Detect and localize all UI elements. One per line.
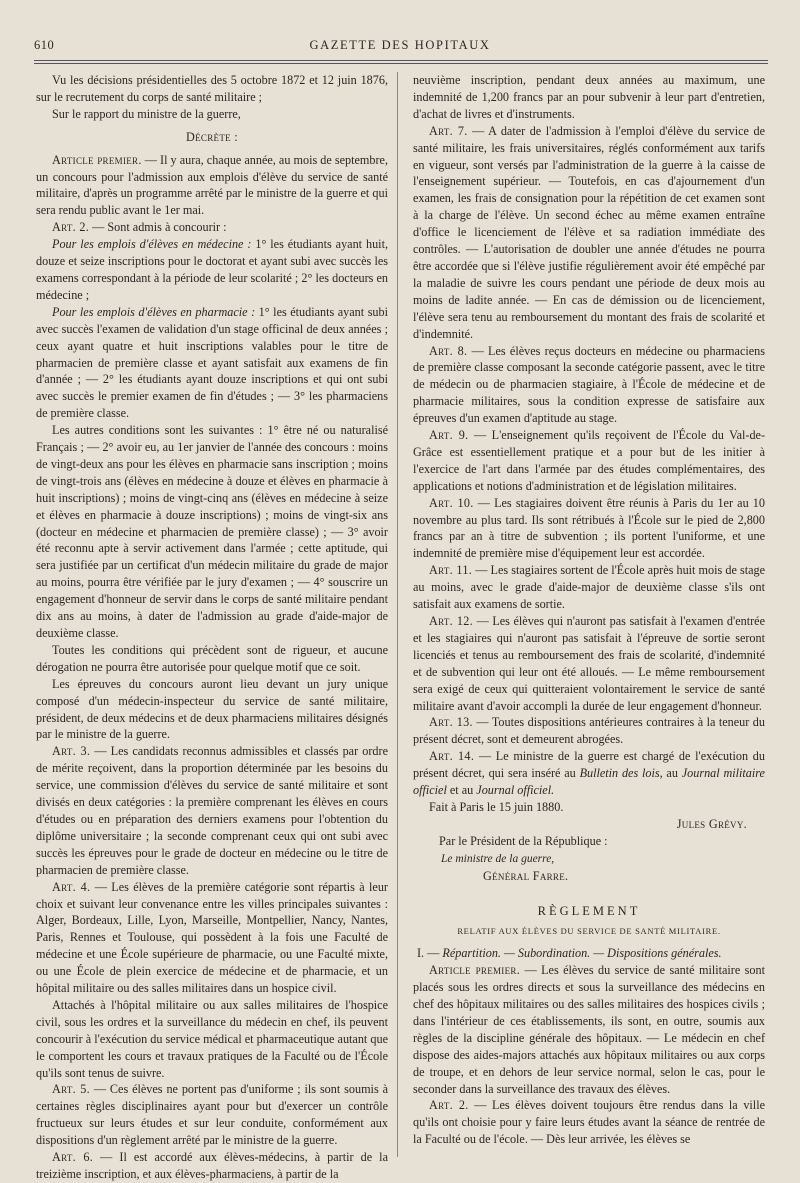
article-label: Art. 12. xyxy=(429,614,474,628)
header-rule xyxy=(34,60,768,61)
section-title: Répartition. — Subordination. — Dispositions générales. xyxy=(442,946,722,961)
header-rule-double xyxy=(34,63,768,64)
paragraph-continuation: neuvième inscription, pendant deux années au maximum, une indemnité de 1,200 francs par an pour subvenir à leur part d'entretien, d'achat de livres et d'instruments. xyxy=(413,73,765,121)
article-label: Art. 13. xyxy=(429,715,473,730)
article-label: Art. 9. xyxy=(429,428,469,443)
article-label: Art. 2. xyxy=(52,220,90,235)
paragraph-rigueur: Toutes les conditions qui précèdent sont de rigueur, et aucune dérogation ne pourra être autorisée pour quelque motif que ce soit. xyxy=(36,642,388,674)
ministre-text: Le ministre de la guerre, xyxy=(441,852,555,865)
article-label: Art. 6. xyxy=(52,1150,94,1165)
article-14 xyxy=(413,748,765,799)
article-7 xyxy=(413,123,765,343)
article-label: Article premier. xyxy=(429,963,521,978)
publication-name: Journal officiel. xyxy=(476,783,555,798)
section-number: I. — xyxy=(417,946,443,961)
paragraph-vu: Vu les décisions présidentielles des 5 octobre 1872 et 12 juin 1876, sur le recrutement du corps de santé militaire ; xyxy=(36,73,388,104)
paragraph-fait: Fait à Paris le 15 juin 1880. xyxy=(429,799,564,814)
paragraph-medecine xyxy=(36,236,388,304)
right-column xyxy=(413,72,765,1148)
italic-label: Pour les emplois d'élèves en pharmacie : xyxy=(52,304,256,319)
italic-label: Pour les emplois d'élèves en médecine : xyxy=(52,237,252,252)
column-divider xyxy=(397,72,398,1157)
article-10 xyxy=(413,495,765,563)
article-text: — Les élèves qui n'auront pas satisfait à l'examen d'entrée et les stagiaires qui n'auront pas satisfait à l'épreuve de sortie seront licenciés et tenus au remboursement des frais de scolarité, d'indemnité et de subvention qui leur ont été alloués. — Le même remboursement sera exigé de ceux qui quitteraient volontairement le service de santé militaire avant d'avoir accompli la durée de leur engagement d'honneur. xyxy=(413,614,765,713)
reglement-article-1 xyxy=(413,962,765,1097)
article-text: et au xyxy=(446,783,477,798)
article-text: — Les élèves de la première catégorie sont répartis à leur choix et suivant leur convenance entre les villes principales suivantes : Alger, Bordeaux, Lille, Lyon, Marseille, Montpellier, Nancy, Nantes, Paris, Rennes et Toulouse, qui possèdent à la fois une Faculté de médecine et une École supérieure de pharmacie, ou une Faculté mixte, ou une École de plein exercice de médecine et de pharmacie, et un hôpital militaire ou des salles militaires dans un hospice civil. xyxy=(36,879,388,996)
article-label: Art. 7. xyxy=(429,123,468,138)
article-text: — Les stagiaires doivent être réunis à Paris du 1er au 10 novembre au plus tard. Ils sont rétribués à l'École sur le pied de 2,800 francs par an à titre de subvention ; ils portent l'uniforme, et une indemnité de première mise d'équipement leur est accordée. xyxy=(413,495,765,561)
article-text: — Ces élèves ne portent pas d'uniforme ; ils sont soumis à certaines règles disciplinaires ayant pour but d'exercer un contrôle fructueux sur leurs études et sur leur conduite, conformément aux dispositions d'un règlement arrêté par le ministre de la guerre. xyxy=(36,1082,388,1148)
paragraph-text: 1° les étudiants ayant subi avec succès l'examen de validation d'un stage officinal de deux années ; ceux ayant quatre et huit inscriptions valables pour le titre de pharmacien de première classe et ayant satisfait aux examens de fin d'année ; — 2° les étudiants ayant douze inscriptions et qui ont subi avec succès le premier examen de fin d'études ; — 3° les pharmaciens de première classe. xyxy=(36,304,389,421)
article-text: — Il est accordé aux élèves-médecins, à partir de la treizième inscription, et aux élèves-pharmaciens, à partir de la xyxy=(36,1150,388,1181)
article-text: — Toutes dispositions antérieures contraires à la teneur du présent décret, sont et demeurent abrogées. xyxy=(413,715,765,747)
article-text: — L'enseignement qu'ils reçoivent de l'École du Val-de-Grâce est essentiellement pratique et a pour but de les initier à l'exercice de l'art dans l'armée par des études complémentaires, des applications et notions d'administration et de législation militaires. xyxy=(413,428,766,493)
publication-name: Journal militaire officiel xyxy=(413,766,765,798)
decrete-heading: Décrète : xyxy=(186,129,238,144)
article-3 xyxy=(36,743,388,878)
article-text: — Les élèves doivent toujours être rendus dans la ville qu'ils ont choisie pour y faire leurs études avant la séance de rentrée de la Faculté ou de l'école. — Dès leur arrivée, les élèves se xyxy=(413,1098,765,1147)
page-header xyxy=(0,36,800,58)
article-text: — Sont admis à concourir : xyxy=(89,220,227,235)
section-heading xyxy=(413,945,765,962)
article-label: Art. 10. xyxy=(429,495,474,510)
article-text: — Il y aura, chaque année, au mois de septembre, un concours pour l'admission aux emplois d'élève du service de santé militaire, d'après un programme arrêté par le ministre de la guerre et qui sera rendu public avant le 1er mai. xyxy=(36,152,388,218)
article-text: — Les candidats reconnus admissibles et classés par ordre de mérite reçoivent, dans la proportion déterminée par les besoins du service, une commission d'élèves du service de santé militaire et sont divisés en deux catégories : la première comprenant les élèves en cours d'études ou en préparation des derniers examens pour l'obtention du diplôme universitaire ; la seconde comprenant ceux qui ont subi avec succès les épreuves pour le grade de docteur en médecine ou le titre de pharmacien de première classe. xyxy=(36,744,388,877)
article-2 xyxy=(36,219,388,236)
article-label: Art. 8. xyxy=(429,343,468,358)
reglement-article-2 xyxy=(413,1097,765,1148)
paragraph-rapport: Sur le rapport du ministre de la guerre, xyxy=(52,106,241,121)
article-label: Art. 14. xyxy=(429,749,475,764)
paragraph-par-le-president: Par le Président de la République : xyxy=(439,833,608,848)
article-11 xyxy=(413,562,765,613)
article-text: — Les élèves du service de santé militaire sont placés sous les ordres directs et sous la surveillance des médecins en chef des hôpitaux militaires ou des salles militaires des hospices civils ; dans l'intérieur de ces établissements, ils sont, en outre, soumis aux règles de la discipline générale des hôpitaux. — Le médecin en chef dispose des aides-majors attachés aux hôpitaux militaires ou aux corps de troupe, et en dehors de leur service normal, selon le cas, pour le seconder dans la surveillance des travaux des élèves. xyxy=(413,963,765,1096)
article-9 xyxy=(413,427,765,495)
article-label: Article premier. xyxy=(52,152,142,167)
page-number: 610 xyxy=(34,38,55,52)
article-8 xyxy=(413,343,765,428)
article-1 xyxy=(36,152,388,220)
article-text: — Les élèves reçus docteurs en médecine ou pharmaciens de première classe composant la seconde catégorie passent, avec le titre de médecin ou de pharmacien stagiaire, à l'École de médecine et de pharmacie militaires, sous la condition expresse de satisfaire aux épreuves d'un examen d'aptitude au stage. xyxy=(413,343,765,426)
article-label: Art. 5. xyxy=(52,1082,90,1097)
article-4 xyxy=(36,879,388,997)
journal-title: GAZETTE DES HOPITAUX xyxy=(309,38,491,52)
reglement-title: RÈGLEMENT xyxy=(537,903,641,918)
article-text: — Les stagiaires sortent de l'École après huit mois de stage au moins, avec le grade d'aide-major de deuxième classe s'ils ont satisfait aux examens de sortie. xyxy=(413,563,765,612)
left-column xyxy=(36,72,388,1183)
paragraph-conditions: Les autres conditions sont les suivantes : 1° être né ou naturalisé Français ; — 2° avoir eu, au 1er janvier de l'année des concours : moins de vingt-deux ans pour les élèves en pharmacie sans inscription ; moins de vingt-trois ans (élèves en médecine à douze et élèves en pharmacie à huit inscriptions) ; moins de vingt-cinq ans (élèves en médecine à seize et élèves en pharmacie à douze inscriptions) ; moins de vingt-six ans (docteur en médecine et pharmacien de première classe) ; — 3° avoir été reconnu apte à servir activement dans l'armée ; cette aptitude, qui sera justifiée par un certificat d'un médecin militaire du grade de major au moins, pourra être vérifiée par le jury d'examen ; — 4° souscrire un engagement d'honneur de servir dans le corps de santé militaire pendant dix ans au moins, à dater de l'admission au grade d'aide-major de deuxième classe. xyxy=(36,423,388,640)
article-label: Art. 3. xyxy=(52,744,91,759)
paragraph-jury: Les épreuves du concours auront lieu devant un jury unique composé d'un médecin-inspecteur du service de santé militaire, président, de deux médecins et de deux pharmaciens militaires désignés par le ministre de la guerre. xyxy=(36,676,388,742)
article-5 xyxy=(36,1081,388,1149)
article-label: Art. 11. xyxy=(429,563,473,578)
article-label: Art. 4. xyxy=(52,879,91,894)
article-6 xyxy=(36,1149,388,1183)
signature-president: Jules Grévy. xyxy=(676,816,747,831)
ministre-line xyxy=(413,850,765,868)
paragraph-text: 1° les étudiants ayant huit, douze et seize inscriptions pour le doctorat et ayant subi avec succès les examens correspondant à la période de leur scolarité ; 2° les docteurs en médecine ; xyxy=(36,237,389,302)
signature-ministre: Général Farre. xyxy=(483,868,569,883)
paragraph-attaches: Attachés à l'hôpital militaire ou aux salles militaires de l'hospice civil, sous les ordres et la surveillance du médecin en chef, ils peuvent concourir à l'exécution du service médical et pharmaceutique autant que le comportent les cours et travaux pratiques de la Faculté ou de l'École qu'ils sont tenus de suivre. xyxy=(36,997,388,1080)
article-12 xyxy=(413,613,765,714)
article-text: , au xyxy=(659,766,682,781)
article-text: — A dater de l'admission à l'emploi d'élève du service de santé militaire, les frais universitaires, réglés conformément aux tarifs en vigueur, sont versés par l'administration de la guerre à la caisse de l'enseignement supérieur. — Toutefois, en cas d'ajournement d'un examen, les frais de consignation pour la répétition de cet examen sont à la charge de l'élève. Un second échec au même examen entraîne d'office le licenciement de l'élève et sa radiation immédiate des contrôles. — L'autorisation de doubler une année d'études ne pourra être accordée que si l'élève justifie régulièrement avoir été empêché par la maladie de suivre les cours pendant une période de deux mois au moins de ladite année. — En cas de démission ou de licenciement, l'élève sera tenu au remboursement du montant des frais de scolarité et d'indemnité. xyxy=(413,123,765,341)
reglement-subtitle: RELATIF AUX ÉLÈVES DU SERVICE DE SANTÉ MILITAIRE. xyxy=(457,926,721,937)
article-label: Art. 2. xyxy=(429,1098,469,1113)
article-13 xyxy=(413,714,765,748)
paragraph-pharmacie xyxy=(36,304,388,422)
publication-name: Bulletin des lois xyxy=(579,766,660,781)
article-text: — Le ministre de la guerre est chargé de l'exécution du présent décret, qui sera inséré au xyxy=(413,749,765,781)
